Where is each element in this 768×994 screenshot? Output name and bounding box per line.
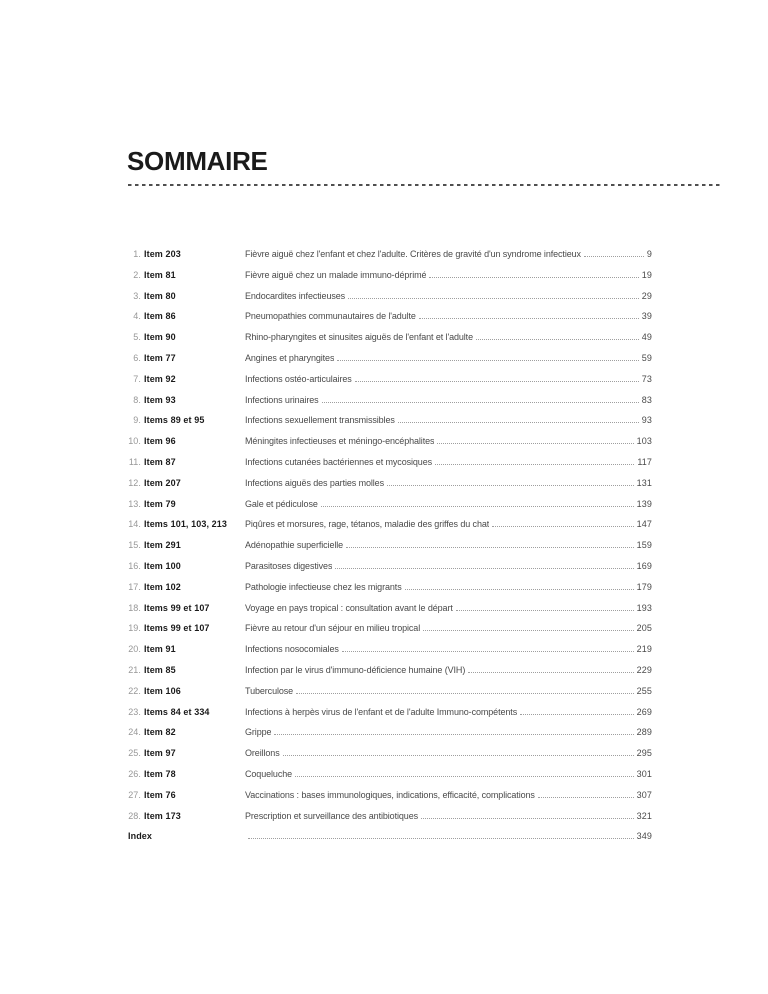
toc-entry-label: Item 80 <box>144 290 176 301</box>
toc-row <box>128 327 652 348</box>
toc-entry-page: 229 <box>636 664 652 675</box>
toc-entry-body <box>245 348 652 369</box>
toc-row <box>128 494 652 515</box>
dot-leader <box>355 380 639 382</box>
dot-leader <box>538 796 634 798</box>
toc-entry-page: 179 <box>636 581 652 592</box>
toc-entry-label: Items 99 et 107 <box>144 602 210 613</box>
toc-entry-title: Coqueluche <box>245 768 293 779</box>
toc-entry-page: 73 <box>641 373 652 384</box>
toc-entry-number: 10. <box>128 436 141 447</box>
toc-row <box>128 598 652 619</box>
toc-row <box>128 452 652 473</box>
toc-entry-title: Infections aiguës des parties molles <box>245 477 384 488</box>
toc-entry-number: 6. <box>133 352 141 363</box>
toc-entry-page: 307 <box>636 789 652 800</box>
toc-row <box>128 618 652 639</box>
toc-entry-number: 14. <box>128 519 141 530</box>
dot-leader <box>348 297 639 299</box>
toc-entry-title: Fièvre au retour d'un séjour en milieu tropical <box>245 623 421 634</box>
toc-entry-label: Item 79 <box>144 498 176 509</box>
toc-entry-body <box>245 577 652 598</box>
toc-entry-page: 49 <box>641 332 652 343</box>
toc-entry-page: 139 <box>636 498 652 509</box>
dot-leader <box>456 609 634 611</box>
toc-entry-title: Prescription et surveillance des antibiotiques <box>245 810 418 821</box>
toc-entry-number: 2. <box>133 269 141 280</box>
dot-leader <box>337 359 638 361</box>
toc-row <box>128 577 652 598</box>
toc-entry-title: Infections ostéo-articulaires <box>245 373 352 384</box>
toc-row <box>128 410 652 431</box>
toc-row <box>128 535 652 556</box>
dot-leader <box>429 276 638 278</box>
toc-entry-body <box>245 743 652 764</box>
toc-entry-body <box>245 639 652 660</box>
toc-entry-label: Items 101, 103, 213 <box>144 519 227 530</box>
toc-entry-number: 24. <box>128 727 141 738</box>
dot-leader <box>346 546 634 548</box>
toc-row <box>128 390 652 411</box>
toc-entry-label: Item 85 <box>144 664 176 675</box>
toc-entry-label: Item 92 <box>144 373 176 384</box>
dot-leader <box>274 733 633 735</box>
toc-entry-body <box>245 785 652 806</box>
dot-leader <box>435 463 634 465</box>
toc-entry-page: 169 <box>636 560 652 571</box>
toc-entry-number: 21. <box>128 664 141 675</box>
toc-entry-title: Adénopathie superficielle <box>245 540 344 551</box>
toc-entry-title: Infections urinaires <box>245 394 319 405</box>
toc-row <box>128 681 652 702</box>
toc-entry-page: 289 <box>636 727 652 738</box>
toc-entry-title: Voyage en pays tropical : consultation avant le départ <box>245 602 453 613</box>
toc-entry-page: 83 <box>641 394 652 405</box>
toc-entry-number: 9. <box>133 415 141 426</box>
toc-entry-label: Item 93 <box>144 394 176 405</box>
toc-row <box>128 785 652 806</box>
page-title: SOMMAIRE <box>127 146 268 176</box>
toc-entry-number: 15. <box>128 540 141 551</box>
toc-row <box>128 702 652 723</box>
dot-leader <box>476 338 639 340</box>
toc-entry-number: 27. <box>128 789 141 800</box>
toc-entry-title: Gale et pédiculose <box>245 498 318 509</box>
toc-entry-body <box>245 535 652 556</box>
toc-entry-body <box>245 826 652 847</box>
toc-entry-body <box>245 369 652 390</box>
toc-entry-number: 26. <box>128 768 141 779</box>
toc-entry-label: Item 82 <box>144 727 176 738</box>
dot-leader <box>248 837 634 839</box>
toc-entry-page: 131 <box>636 477 652 488</box>
toc-entry-body <box>245 764 652 785</box>
toc-row <box>128 639 652 660</box>
toc-entry-number: 3. <box>133 290 141 301</box>
toc-entry-title: Fièvre aiguë chez l'enfant et chez l'adulte. Critères de gravité d'un syndrome infectieux <box>245 249 581 259</box>
dot-leader <box>398 421 639 423</box>
toc-entry-label: Item 106 <box>144 685 181 696</box>
toc-entry-label: Item 100 <box>144 560 181 571</box>
toc-entry-label: Item 78 <box>144 768 176 779</box>
toc-entry-page: 205 <box>636 623 652 634</box>
toc-entry-number: 17. <box>128 581 141 592</box>
toc-entry-title: Angines et pharyngites <box>245 352 335 363</box>
toc-entry-number: 23. <box>128 706 141 717</box>
toc-entry-number: 13. <box>128 498 141 509</box>
toc-entry-label: Item 87 <box>144 456 176 467</box>
toc-entry-title: Infections cutanées bactériennes et mycosiques <box>245 456 433 467</box>
toc-entry-body <box>245 598 652 619</box>
toc-entry-title: Oreillons <box>245 748 280 759</box>
toc-entry-body <box>245 244 652 265</box>
toc-entry-title: Infections sexuellement transmissibles <box>245 415 395 426</box>
toc-entry-label: Item 91 <box>144 644 176 655</box>
dot-leader <box>421 817 634 819</box>
toc-entry-number: 11. <box>128 456 141 467</box>
toc-entry-page: 117 <box>637 456 652 467</box>
toc-entry-body <box>245 618 652 639</box>
toc-entry-title: Tuberculose <box>245 685 294 696</box>
toc-entry-body <box>245 390 652 411</box>
toc-row <box>128 764 652 785</box>
toc-entry-page: 301 <box>636 768 652 779</box>
toc-entry-body <box>245 452 652 473</box>
toc-entry-title: Infection par le virus d'immuno-déficience humaine (VIH) <box>245 664 466 675</box>
toc-entry-label: Item 203 <box>144 249 181 259</box>
toc-entry-number: 19. <box>128 623 141 634</box>
toc-entry-number: 16. <box>128 560 141 571</box>
toc-entry-page: 9 <box>646 249 652 259</box>
toc-entry-number: 22. <box>128 685 141 696</box>
toc-entry-number: 4. <box>133 311 141 322</box>
toc-entry-title: Infections à herpès virus de l'enfant et de l'adulte Immuno-compétents <box>245 706 518 717</box>
toc-entry-body <box>245 514 652 535</box>
toc-entry-label: Items 89 et 95 <box>144 415 205 426</box>
toc-entry-title: Vaccinations : bases immunologiques, indications, efficacité, complications <box>245 789 535 800</box>
toc-entry-page: 147 <box>636 519 652 530</box>
toc-row <box>128 806 652 827</box>
toc-entry-title: Méningites infectieuses et méningo-encéphalites <box>245 436 435 447</box>
toc-entry-page: 255 <box>636 685 652 696</box>
toc-row <box>128 473 652 494</box>
toc-entry-body <box>245 556 652 577</box>
dot-leader <box>342 650 634 652</box>
dot-leader <box>335 567 633 569</box>
dot-leader <box>296 692 634 694</box>
toc-row <box>128 722 652 743</box>
toc-entry-number: 12. <box>128 477 141 488</box>
toc-entry-label: Item 96 <box>144 436 176 447</box>
toc-row <box>128 660 652 681</box>
toc-entry-body <box>245 327 652 348</box>
toc-entry-label: Item 76 <box>144 789 176 800</box>
toc-entry-number: 25. <box>128 748 141 759</box>
toc-entry-label: Item 97 <box>144 748 176 759</box>
toc-entry-label: Item 77 <box>144 352 176 363</box>
toc-row <box>128 244 652 265</box>
toc-entry-label: Item 102 <box>144 581 181 592</box>
toc-row <box>128 265 652 286</box>
toc-row <box>128 743 652 764</box>
dot-leader <box>387 484 634 486</box>
toc-entry-number: 1. <box>133 249 141 259</box>
toc-entry-body <box>245 681 652 702</box>
toc-entry-label: Item 173 <box>144 810 181 821</box>
toc-entry-page: 295 <box>636 748 652 759</box>
toc-entry-page: 29 <box>641 290 652 301</box>
toc-entry-title: Grippe <box>245 727 272 738</box>
dot-leader <box>321 505 634 507</box>
toc-entry-label: Items 99 et 107 <box>144 623 210 634</box>
dashed-divider <box>128 184 723 186</box>
dot-leader <box>405 588 634 590</box>
toc-entry-label: Item 291 <box>144 540 181 551</box>
dot-leader <box>322 401 639 403</box>
dot-leader <box>437 442 633 444</box>
toc-entry-body <box>245 286 652 307</box>
dot-leader <box>283 754 634 756</box>
toc-entry-page: 321 <box>636 810 652 821</box>
dot-leader <box>295 775 634 777</box>
toc-entry-page: 93 <box>641 415 652 426</box>
toc-entry-page: 193 <box>636 602 652 613</box>
toc-row <box>128 826 652 847</box>
dot-leader <box>419 317 639 319</box>
toc-row <box>128 369 652 390</box>
toc-row <box>128 514 652 535</box>
toc-entry-body <box>245 473 652 494</box>
toc-entry-body <box>245 265 652 286</box>
toc-entry-label: Item 81 <box>144 269 176 280</box>
toc-row <box>128 286 652 307</box>
toc-entry-label: Item 207 <box>144 477 181 488</box>
toc-entry-body <box>245 494 652 515</box>
toc-entry-title: Piqûres et morsures, rage, tétanos, maladie des griffes du chat <box>245 519 490 530</box>
toc-entry-number: 28. <box>128 810 141 821</box>
toc-entry-page: 59 <box>641 352 652 363</box>
toc-entry-title: Pathologie infectieuse chez les migrants <box>245 581 402 592</box>
toc-entry-page: 39 <box>641 311 652 322</box>
dot-leader <box>584 255 644 257</box>
toc-entry-body <box>245 702 652 723</box>
toc-entry-page: 269 <box>636 706 652 717</box>
toc-entry-title: Rhino-pharyngites et sinusites aiguës de l'enfant et l'adulte <box>245 332 473 343</box>
dot-leader <box>492 525 634 527</box>
toc-entry-label: Items 84 et 334 <box>144 706 210 717</box>
toc-entry-page: 159 <box>636 540 652 551</box>
dot-leader <box>520 713 634 715</box>
toc-entry-body <box>245 410 652 431</box>
toc-entry-number: 18. <box>128 602 141 613</box>
toc-entry-title: Fièvre aiguë chez un malade immuno-déprimé <box>245 269 427 280</box>
toc-list <box>128 244 652 847</box>
toc-row <box>128 556 652 577</box>
toc-entry-page: 19 <box>641 269 652 280</box>
toc-entry-number: 5. <box>133 332 141 343</box>
toc-entry-body <box>245 306 652 327</box>
dot-leader <box>423 629 634 631</box>
toc-entry-label: Index <box>128 831 153 842</box>
toc-entry-label: Item 90 <box>144 332 176 343</box>
toc-entry-page: 349 <box>636 831 652 842</box>
toc-row <box>128 348 652 369</box>
toc-row <box>128 306 652 327</box>
toc-entry-label: Item 86 <box>144 311 176 322</box>
toc-entry-number: 20. <box>128 644 141 655</box>
toc-entry-number: 8. <box>133 394 141 405</box>
toc-entry-number: 7. <box>133 373 141 384</box>
toc-entry-body <box>245 806 652 827</box>
toc-entry-page: 103 <box>636 436 652 447</box>
toc-entry-page: 219 <box>636 644 652 655</box>
toc-entry-title: Endocardites infectieuses <box>245 290 346 301</box>
toc-entry-body <box>245 431 652 452</box>
toc-entry-body <box>245 722 652 743</box>
toc-row <box>128 431 652 452</box>
toc-entry-title: Infections nosocomiales <box>245 644 339 655</box>
toc-entry-body <box>245 660 652 681</box>
toc-entry-title: Parasitoses digestives <box>245 560 333 571</box>
dot-leader <box>468 671 633 673</box>
toc-entry-title: Pneumopathies communautaires de l'adulte <box>245 311 416 322</box>
